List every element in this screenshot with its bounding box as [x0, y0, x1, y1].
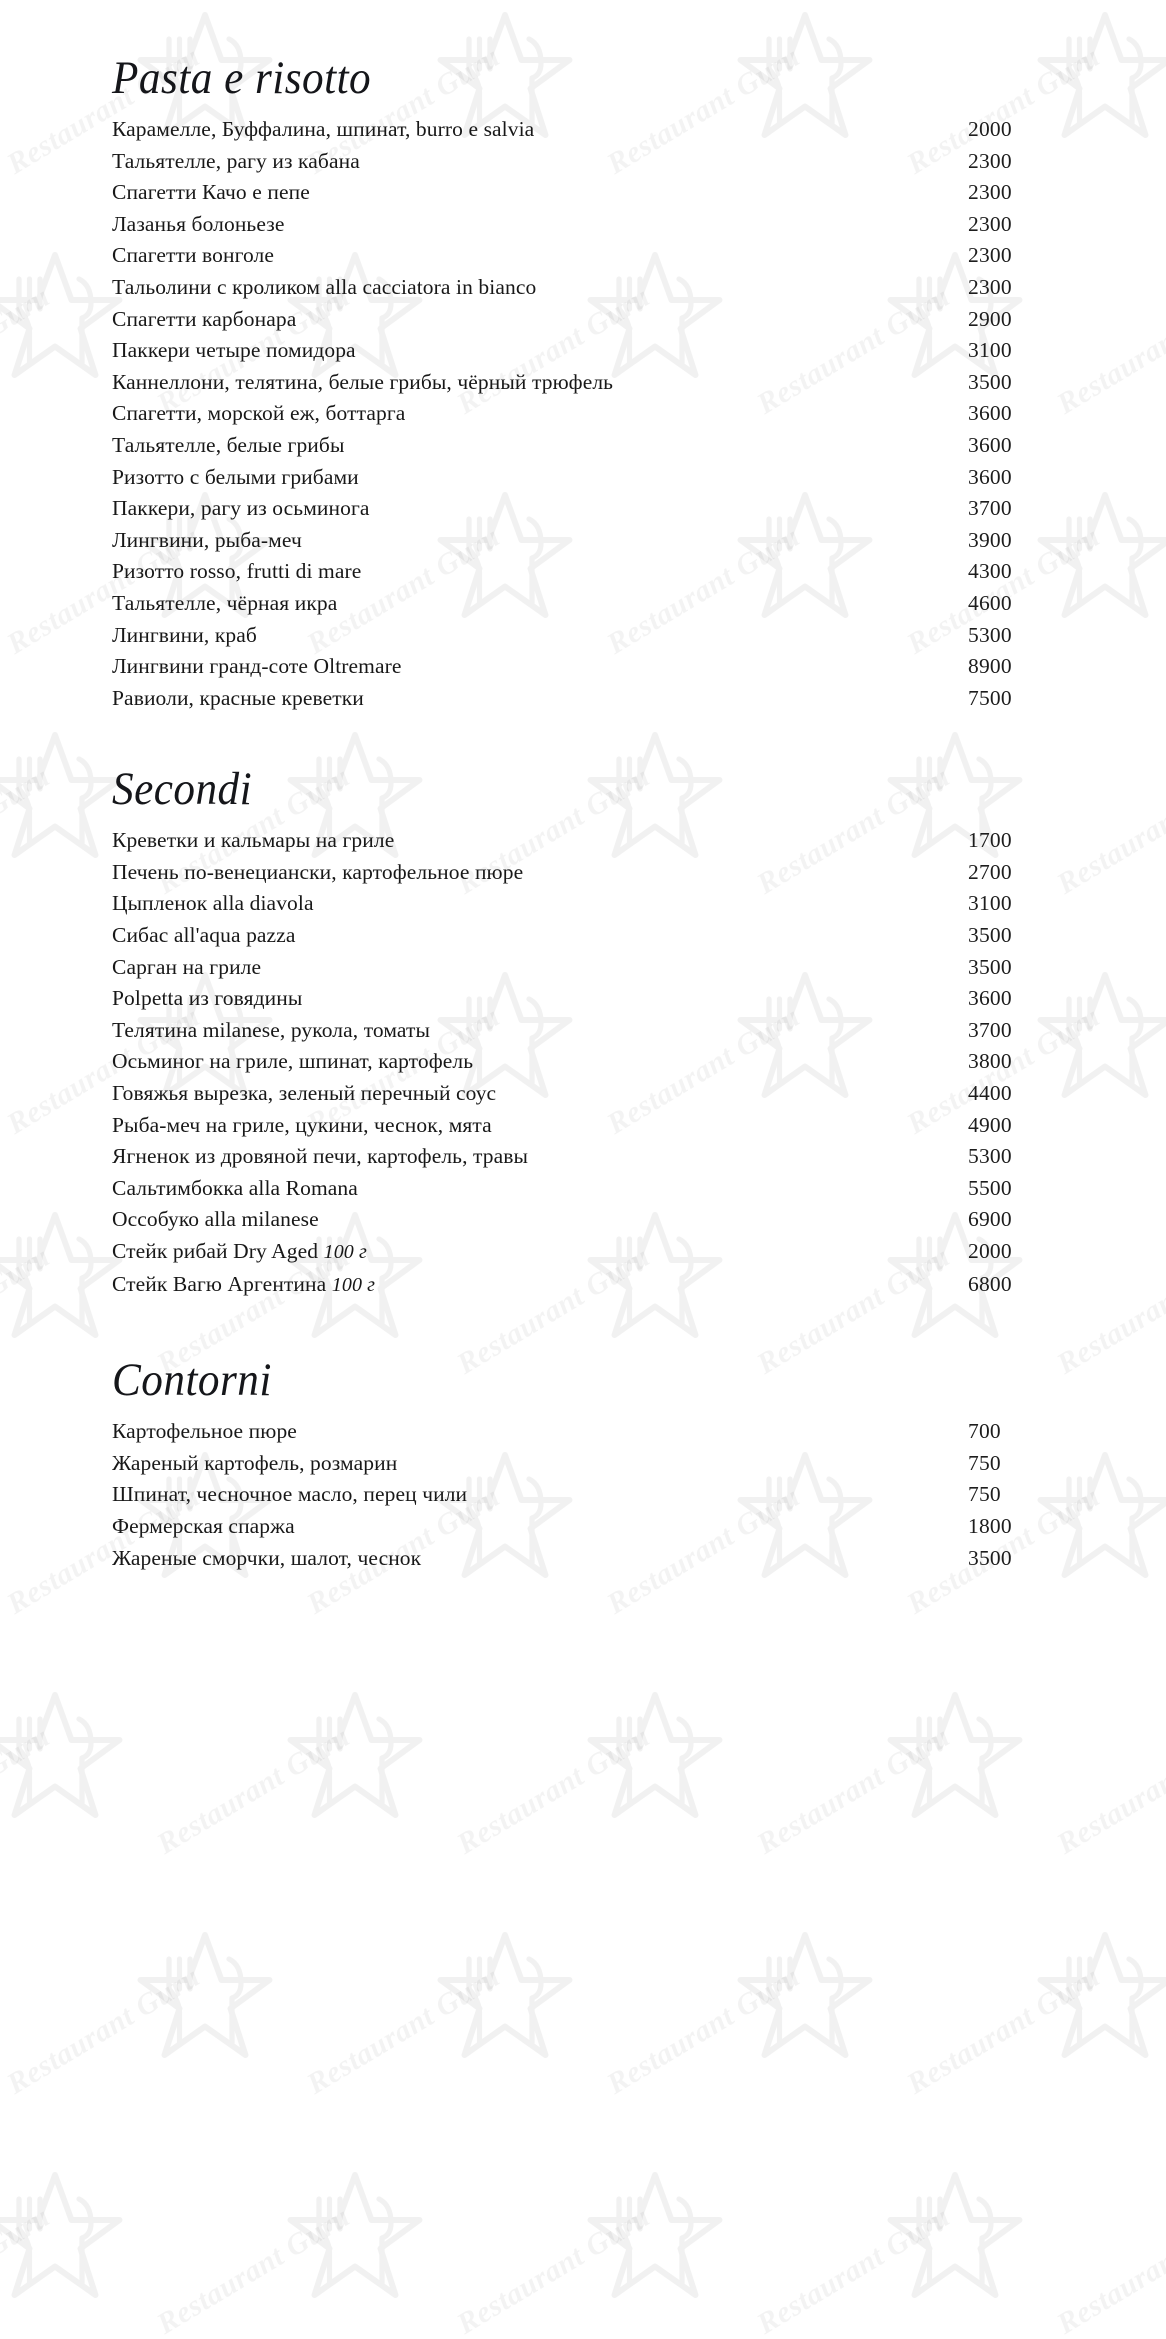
star-fork-knife-logo-icon: [580, 1686, 730, 1836]
menu-section-secondi: [112, 763, 1096, 1301]
menu-item-price: 2300: [968, 274, 1012, 299]
menu-item-name: Сальтимбокка alla Romana: [112, 1175, 358, 1200]
menu-item-price: 5500: [968, 1175, 1012, 1200]
section-title-pasta: Pasta e risotto: [112, 52, 372, 104]
menu-item-name: Говяжья вырезка, зеленый перечный соус: [112, 1081, 497, 1106]
menu-item-price: 8900: [968, 654, 1012, 679]
menu-item-name: Рыба-меч на гриле, цукини, чеснок, мята: [112, 1112, 492, 1137]
menu-item: [112, 304, 1096, 336]
menu-item-price: 4300: [968, 559, 1012, 584]
menu-item: [112, 983, 1096, 1015]
watermark-tile: [600, 1920, 900, 2160]
menu-section-pasta: [112, 0, 1096, 714]
menu-item: [112, 888, 1096, 920]
menu-item-name: Тальятелле, рагу из кабана: [112, 148, 360, 173]
star-fork-knife-logo-icon: [580, 2166, 730, 2316]
menu-item: [112, 367, 1096, 399]
menu-item-name: Лингвини, краб: [112, 622, 257, 647]
menu-item: [112, 952, 1096, 984]
menu-item-weight: 100 г: [331, 1273, 376, 1296]
menu-item: [112, 240, 1096, 272]
menu-item-name: Каннеллони, телятина, белые грибы, чёрный трюфель: [112, 369, 614, 394]
menu-item: [112, 825, 1096, 857]
watermark-tile: [1050, 2160, 1166, 2339]
menu-item: [112, 1269, 1096, 1302]
menu-item-price: 2700: [968, 859, 1012, 884]
watermark-tile: [150, 1680, 450, 1920]
menu-item-price: 3600: [968, 401, 1012, 426]
watermark-text: [601, 1960, 806, 2102]
menu-item-weight: 100 г: [323, 1241, 367, 1263]
menu-item-name: Картофельное пюре: [112, 1419, 297, 1444]
menu-section-contorni: [112, 1354, 1096, 1574]
menu-item: [112, 1141, 1096, 1173]
menu-item: [112, 114, 1096, 146]
watermark-text: [751, 2200, 956, 2339]
menu-item-price: 3500: [968, 369, 1012, 394]
menu-item-price: 3600: [968, 464, 1012, 489]
menu-item-price: 5300: [968, 1144, 1012, 1169]
menu-item: [112, 493, 1096, 525]
menu-item-price: 2300: [968, 148, 1012, 173]
menu-item-name: [112, 1269, 375, 1302]
watermark-text: [151, 1720, 356, 1862]
menu-item: [112, 1015, 1096, 1047]
menu-item-price: 3500: [968, 954, 1012, 979]
menu-item-name: Равиоли, красные креветки: [112, 685, 364, 710]
menu-item: [112, 620, 1096, 652]
watermark-tile: [1050, 1680, 1166, 1920]
menu-item-price: 3700: [968, 1017, 1012, 1042]
menu-item: [112, 857, 1096, 889]
watermark-tile: [150, 2160, 450, 2339]
menu-item-price: 6800: [968, 1271, 1012, 1296]
menu-item-name: Цыпленок alla diavola: [112, 891, 314, 916]
watermark-text: [151, 2200, 356, 2339]
watermark-text: [0, 1720, 56, 1862]
menu-item-price: 1800: [968, 1513, 1012, 1538]
menu-item-price: 6900: [968, 1207, 1012, 1232]
menu-item-name: Сибас all'aqua pazza: [112, 923, 296, 948]
menu-item: [112, 1511, 1096, 1543]
menu-item-name: Фермерская спаржа: [112, 1513, 295, 1538]
menu-item-name: Ризотто rosso, frutti di mare: [112, 559, 362, 584]
watermark-text: [0, 2200, 56, 2339]
menu-item-price: 4900: [968, 1112, 1012, 1137]
watermark-tile: [750, 1680, 1050, 1920]
menu-item: [112, 1236, 1096, 1269]
menu-item-list: [112, 1416, 1096, 1574]
menu-item-name: Паккери четыре помидора: [112, 338, 356, 363]
menu-item-name: Лазанья болоньезе: [112, 211, 285, 236]
menu-item-name: Тальолини с кроликом alla cacciatora in bianco: [112, 274, 537, 299]
watermark-text: [751, 1720, 956, 1862]
menu-item-list: [112, 114, 1096, 714]
menu-item: [112, 525, 1096, 557]
watermark-tile: [450, 1680, 750, 1920]
star-fork-knife-logo-icon: [280, 1686, 430, 1836]
star-fork-knife-logo-icon: [880, 1686, 1030, 1836]
menu-item-name: Лингвини, рыба-меч: [112, 527, 302, 552]
menu-item-price: 2300: [968, 180, 1012, 205]
star-fork-knife-logo-icon: [1030, 1926, 1166, 2076]
menu-item: [112, 209, 1096, 241]
menu-item-price: 2300: [968, 243, 1012, 268]
menu-item-price: 5300: [968, 622, 1012, 647]
menu-item-name: Лингвини гранд-соте Oltremare: [112, 654, 402, 679]
menu-item-price: 4400: [968, 1081, 1012, 1106]
watermark-text: [451, 1720, 656, 1862]
menu-item-name-text: Стейк Вагю Аргентина: [112, 1271, 332, 1296]
star-fork-knife-logo-icon: [130, 1926, 280, 2076]
menu-item-price: 4600: [968, 590, 1012, 615]
menu-item: [112, 1479, 1096, 1511]
menu-item: [112, 683, 1096, 715]
menu-item-name: Спагетти, морской еж, боттарга: [112, 401, 406, 426]
watermark-text: [301, 1960, 506, 2102]
menu-item: [112, 556, 1096, 588]
menu-item: [112, 146, 1096, 178]
menu-item: [112, 1078, 1096, 1110]
section-title-contorni: Contorni: [112, 1354, 272, 1407]
menu-item-name: Тальятелле, чёрная икра: [112, 590, 338, 615]
menu-item: [112, 1110, 1096, 1142]
menu-item-name: Жареные сморчки, шалот, чеснок: [112, 1545, 422, 1570]
menu-item-name: Печень по-венециански, картофельное пюре: [112, 859, 524, 884]
menu-item: [112, 651, 1096, 683]
watermark-tile: [300, 1920, 600, 2160]
star-fork-knife-logo-icon: [730, 1926, 880, 2076]
menu-item-price: 3500: [968, 923, 1012, 948]
menu-item: [112, 462, 1096, 494]
menu-item-name: Карамелле, Буффалина, шпинат, burro e salvia: [112, 117, 535, 141]
star-fork-knife-logo-icon: [0, 1686, 130, 1836]
menu-item-price: 3600: [968, 986, 1012, 1011]
section-title-secondi: Secondi: [112, 763, 253, 816]
watermark-tile: [450, 2160, 750, 2339]
watermark-text: [901, 1960, 1106, 2102]
menu-item: [112, 1543, 1096, 1575]
menu-item: [112, 177, 1096, 209]
menu-item-price: 2000: [968, 1239, 1012, 1263]
menu-item-name: Polpetta из говядины: [112, 986, 303, 1011]
menu-item-price: 3500: [968, 1545, 1012, 1570]
menu-item: [112, 1448, 1096, 1480]
menu-item-price: 750: [968, 1482, 1001, 1507]
star-fork-knife-logo-icon: [280, 2166, 430, 2316]
menu-item-price: 2300: [968, 211, 1012, 236]
menu-item-name: Паккери, рагу из осьминога: [112, 496, 370, 521]
menu-item-list: [112, 825, 1096, 1301]
watermark-tile: [750, 2160, 1050, 2339]
menu-item-name: Ягненок из дровяной печи, картофель, травы: [112, 1144, 529, 1169]
menu-item: [112, 430, 1096, 462]
watermark-text: [1051, 1720, 1166, 1862]
menu-item: [112, 1204, 1096, 1236]
star-fork-knife-logo-icon: [430, 1926, 580, 2076]
menu-item: [112, 335, 1096, 367]
menu-item-name: Спагетти карбонара: [112, 306, 297, 331]
menu-item-price: 3800: [968, 1049, 1012, 1074]
menu-item-name: Спагетти Качо е пепе: [112, 180, 310, 205]
watermark-text: [451, 2200, 656, 2339]
menu-item: [112, 588, 1096, 620]
menu-item: [112, 1416, 1096, 1448]
menu-item-price: 3100: [968, 338, 1012, 363]
menu-item-price: 2000: [968, 117, 1012, 141]
menu-item-price: 700: [968, 1419, 1001, 1444]
menu-item-name: Спагетти вонголе: [112, 243, 275, 268]
menu-item-name: [112, 1236, 367, 1269]
menu-item-name: Телятина milanese, рукола, томаты: [112, 1017, 431, 1042]
menu-item-price: 3900: [968, 527, 1012, 552]
menu-item-price: 2900: [968, 306, 1012, 331]
menu-item: [112, 398, 1096, 430]
watermark-tile: [0, 1680, 150, 1920]
watermark-tile: [900, 1920, 1166, 2160]
menu-item-price: 3100: [968, 891, 1012, 916]
watermark-text: [1, 1960, 206, 2102]
menu-item-name: Тальятелле, белые грибы: [112, 432, 345, 457]
menu-item-name: Креветки и кальмары на гриле: [112, 828, 395, 853]
menu-item-name: Жареный картофель, розмарин: [112, 1450, 398, 1475]
menu-item-name: Шпинат, чесночное масло, перец чили: [112, 1482, 468, 1507]
menu-item-price: 7500: [968, 685, 1012, 710]
watermark-tile: [0, 1920, 300, 2160]
menu-item-price: 750: [968, 1450, 1001, 1475]
menu-item-name: Ризотто с белыми грибами: [112, 464, 359, 489]
menu-item-name: Осьминог на гриле, шпинат, картофель: [112, 1049, 474, 1074]
menu-item-name: Оссобуко alla milanese: [112, 1207, 319, 1232]
menu-item-name: Сарган на гриле: [112, 954, 262, 979]
watermark-tile: [0, 2160, 150, 2339]
menu-item: [112, 920, 1096, 952]
menu-item: [112, 1046, 1096, 1078]
menu-item: [112, 272, 1096, 304]
menu-item-price: 1700: [968, 828, 1012, 853]
watermark-text: [1051, 2200, 1166, 2339]
menu-item-price: 3700: [968, 496, 1012, 521]
star-fork-knife-logo-icon: [880, 2166, 1030, 2316]
menu-item: [112, 1173, 1096, 1205]
menu-item-name-text: Стейк рибай Dry Aged: [112, 1239, 324, 1263]
star-fork-knife-logo-icon: [0, 2166, 130, 2316]
menu-item-price: 3600: [968, 432, 1012, 457]
